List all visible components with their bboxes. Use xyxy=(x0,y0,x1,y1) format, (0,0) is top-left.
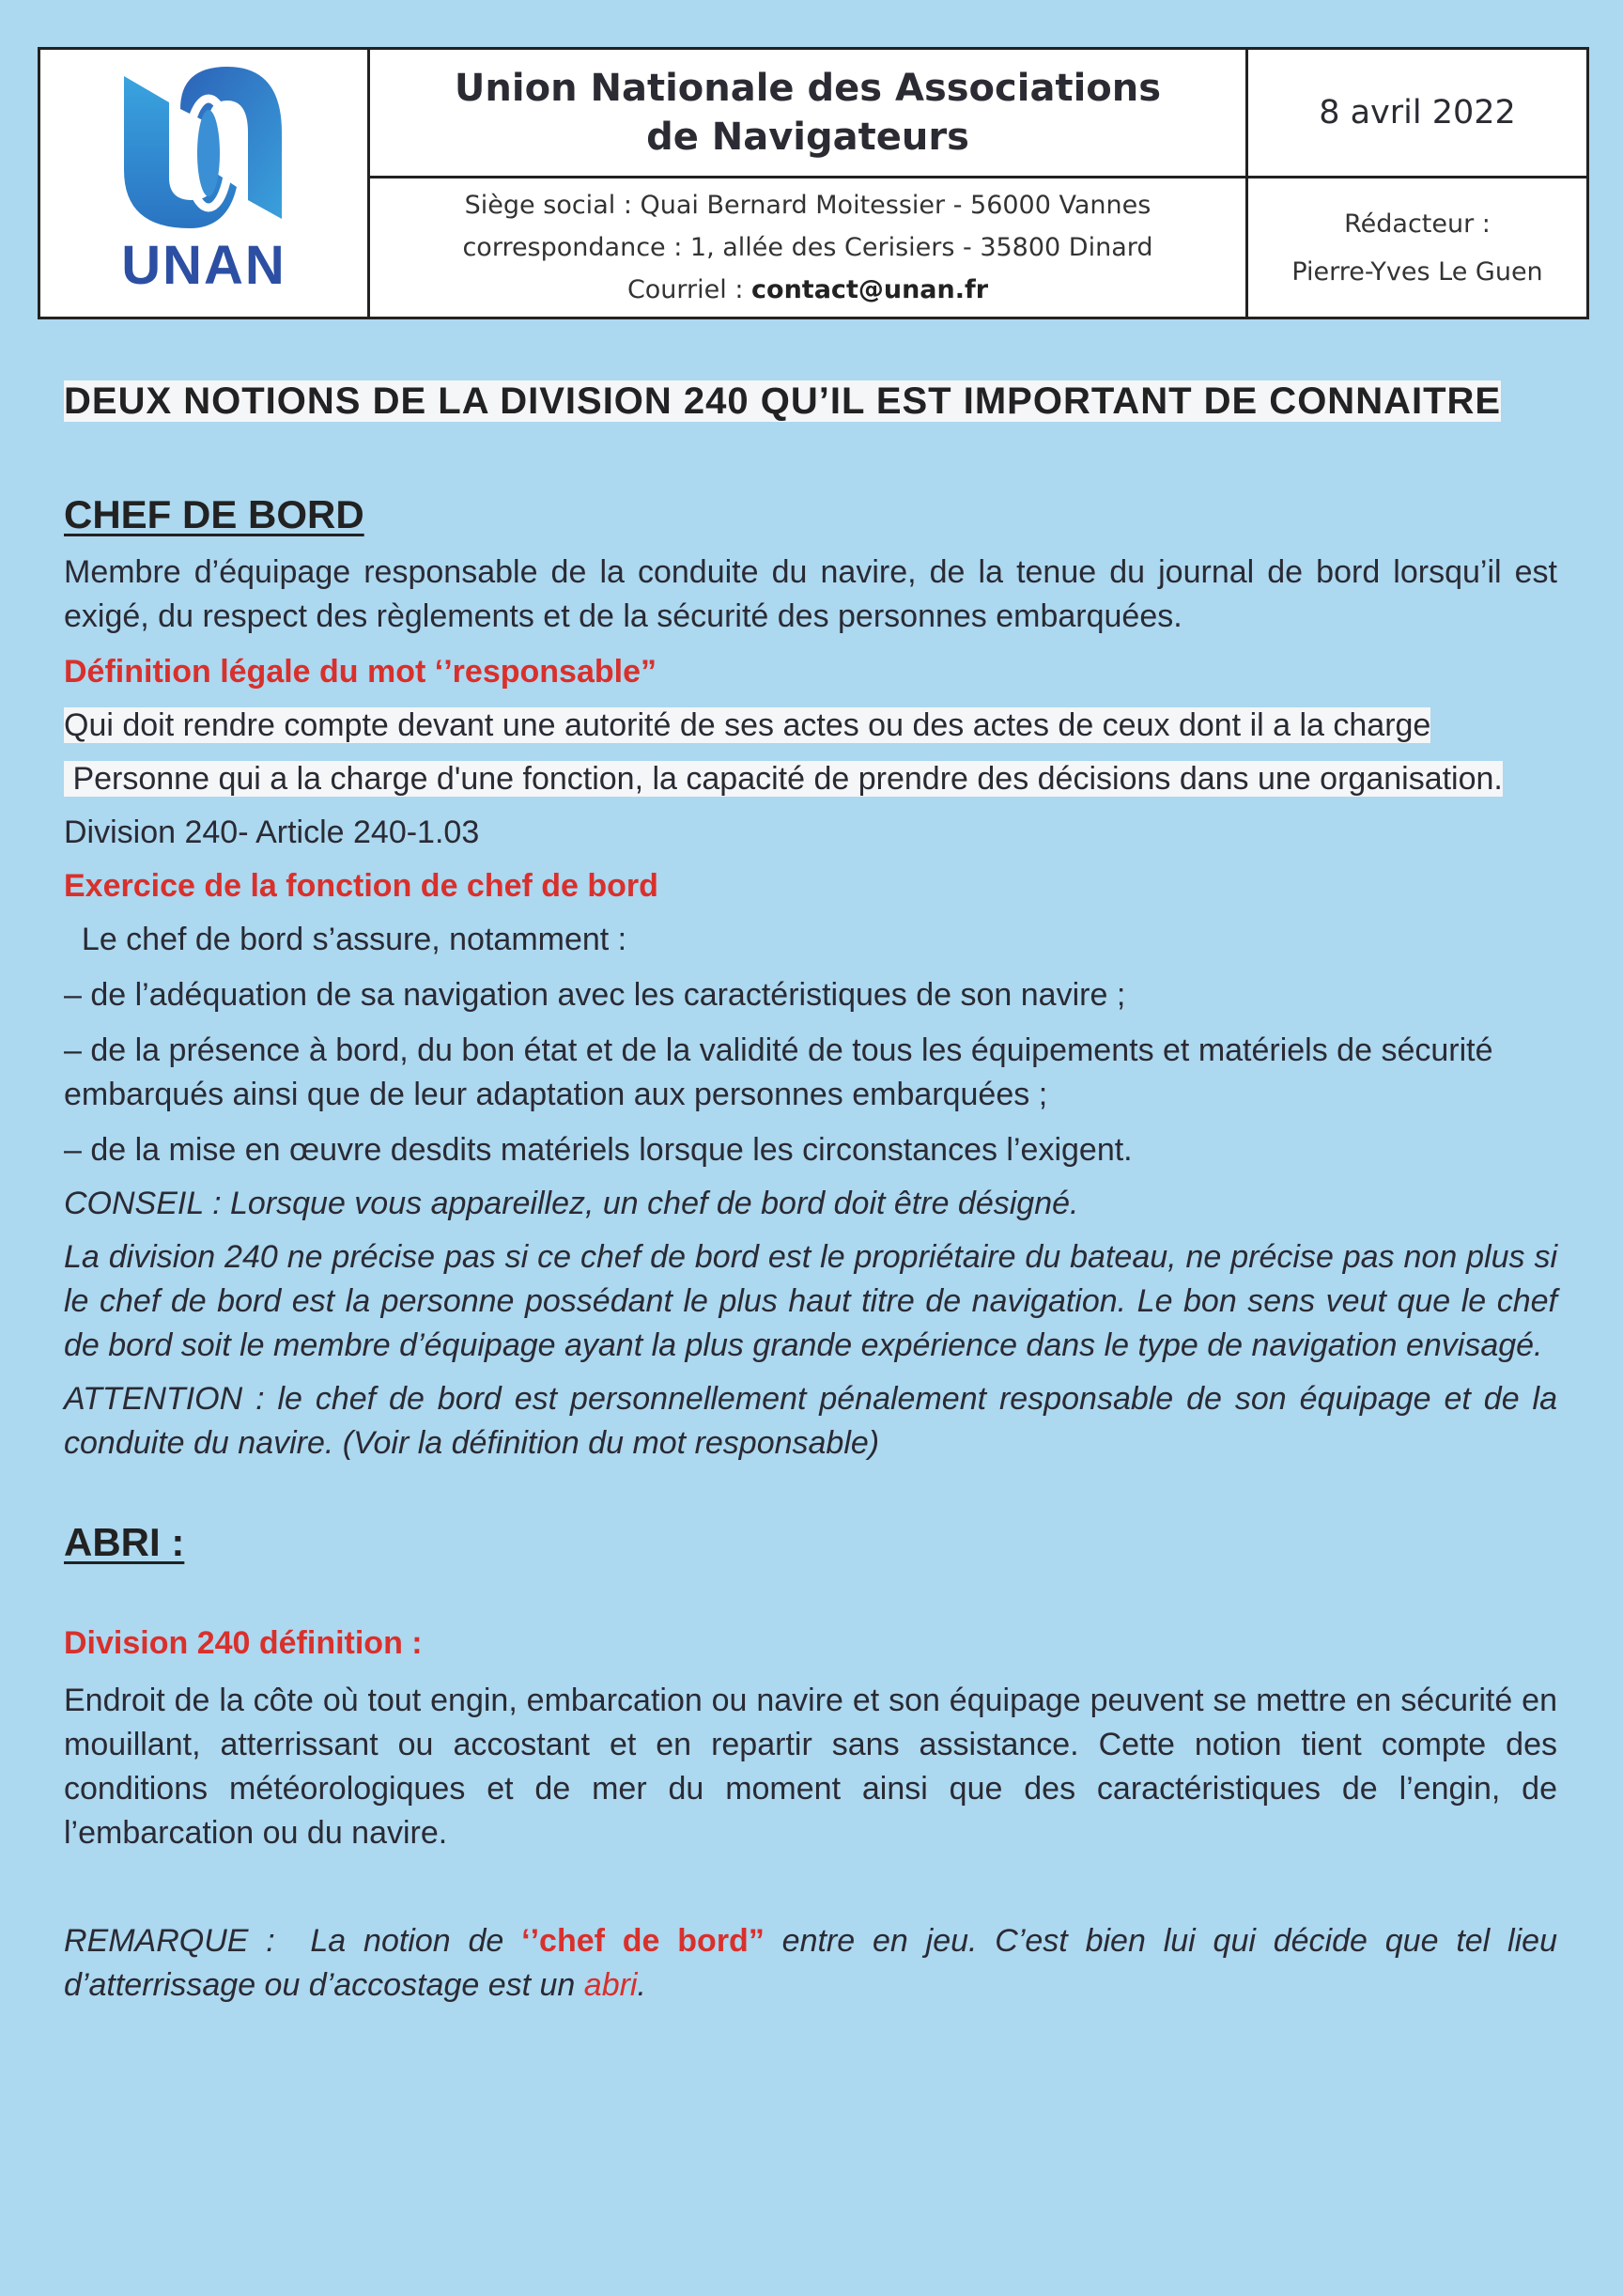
abri-definition: Endroit de la côte où tout engin, embarcation ou navire et son équipage peuvent se mettre en sécurité en mouillant, atterrissant ou accostant et en repartir sans assistance. Cette notion tient compte des conditions météorologiques et de mer du moment ainsi que des caractéristiques de l’engin, de l’embarcation ou du navire. xyxy=(64,1683,1557,1851)
exercise-item: – de la présence à bord, du bon état et de la validité de tous les équipements et matériels de sécurité embarqués ainsi que de leur adaptation aux personnes embarquées ; xyxy=(64,1032,1493,1112)
legal-definition-2 xyxy=(64,757,1557,801)
logo-text: UNAN xyxy=(121,235,286,296)
main-title-text: DEUX NOTIONS DE LA DIVISION 240 QU’IL EST IMPORTANT DE CONNAITRE xyxy=(64,380,1502,422)
title-line-1: Union Nationale des Associations xyxy=(454,67,1162,110)
email-line xyxy=(627,269,988,311)
legal-definition-2-text: Personne qui a la charge d'une fonction, la capacité de prendre des décisions dans une organisation. xyxy=(64,761,1503,797)
remarque-middle: entre en jeu. C’est bien lui qui décide que tel lieu d’atterrissage ou d’accostage est un xyxy=(64,1923,1567,2003)
exercise-item: – de l’adéquation de sa navigation avec les caractéristiques de son navire ; xyxy=(64,977,1126,1013)
section-heading-chef-de-bord: CHEF DE BORD xyxy=(64,492,364,536)
commentary-note: La division 240 ne précise pas si ce chef de bord est le propriétaire du bateau, ne précise pas non plus si le chef de bord est la personne possédant le plus haut titre de navigation. Le bon sens veut que le chef de bord soit le membre d’équipage ayant la plus grande expérience dans le type de navigation envisagé. xyxy=(64,1239,1557,1363)
correspondence-address: correspondance : 1, allée des Cerisiers - 35800 Dinard xyxy=(462,233,1153,262)
section-heading-abri: ABRI : xyxy=(64,1520,185,1564)
email-label: Courriel : xyxy=(626,275,752,304)
logo-cell xyxy=(40,50,370,317)
document-body xyxy=(64,376,1567,2008)
author-block xyxy=(1248,178,1586,317)
main-title xyxy=(64,376,1557,427)
exercise-heading: Exercice de la fonction de chef de bord xyxy=(64,868,658,904)
address-block xyxy=(370,178,1248,317)
head-office-address: Siège social : Quai Bernard Moitessier - 56000 Vannes xyxy=(464,191,1152,220)
chef-de-bord-definition: Membre d’équipage responsable de la conduite du navire, de la tenue du journal de bord lorsqu’il est exigé, du respect des règlements et de la sécurité des personnes embarquées. xyxy=(64,554,1557,634)
remarque-end: . xyxy=(637,1967,646,2003)
email-link[interactable]: contact@unan.fr xyxy=(751,275,989,304)
conseil-note: CONSEIL : Lorsque vous appareillez, un chef de bord doit être désigné. xyxy=(64,1186,1079,1221)
legal-definition-1 xyxy=(64,704,1557,748)
title-line-2: de Navigateurs xyxy=(646,116,969,159)
letterhead-table xyxy=(38,47,1589,319)
attention-note: ATTENTION : le chef de bord est personnellement pénalement responsable de son équipage et de la conduite du navire. (Voir la définition du mot responsable) xyxy=(64,1381,1557,1461)
article-reference: Division 240- Article 240-1.03 xyxy=(64,814,480,850)
remarque-highlight: ‘’chef de bord” xyxy=(521,1923,765,1959)
exercise-intro: Le chef de bord s’assure, notamment : xyxy=(64,922,627,957)
author-label: Rédacteur : xyxy=(1344,209,1491,239)
author-name: Pierre-Yves Le Guen xyxy=(1291,256,1543,287)
organization-title xyxy=(370,50,1248,178)
legal-definition-1-text: Qui doit rendre compte devant une autorité de ses actes ou des actes de ceux dont il a la charge xyxy=(64,707,1431,743)
remarque-note xyxy=(64,1919,1567,2008)
unan-logo-icon xyxy=(115,67,293,236)
exercise-item: – de la mise en œuvre desdits matériels lorsque les circonstances l’exigent. xyxy=(64,1132,1133,1168)
document-date: 8 avril 2022 xyxy=(1248,50,1586,178)
remarque-prefix: REMARQUE : La notion de xyxy=(64,1923,522,1959)
legal-definition-heading: Définition légale du mot ‘’responsable” xyxy=(64,654,657,690)
abri-definition-heading: Division 240 définition : xyxy=(64,1625,423,1661)
remarque-abri: abri xyxy=(583,1967,638,2003)
